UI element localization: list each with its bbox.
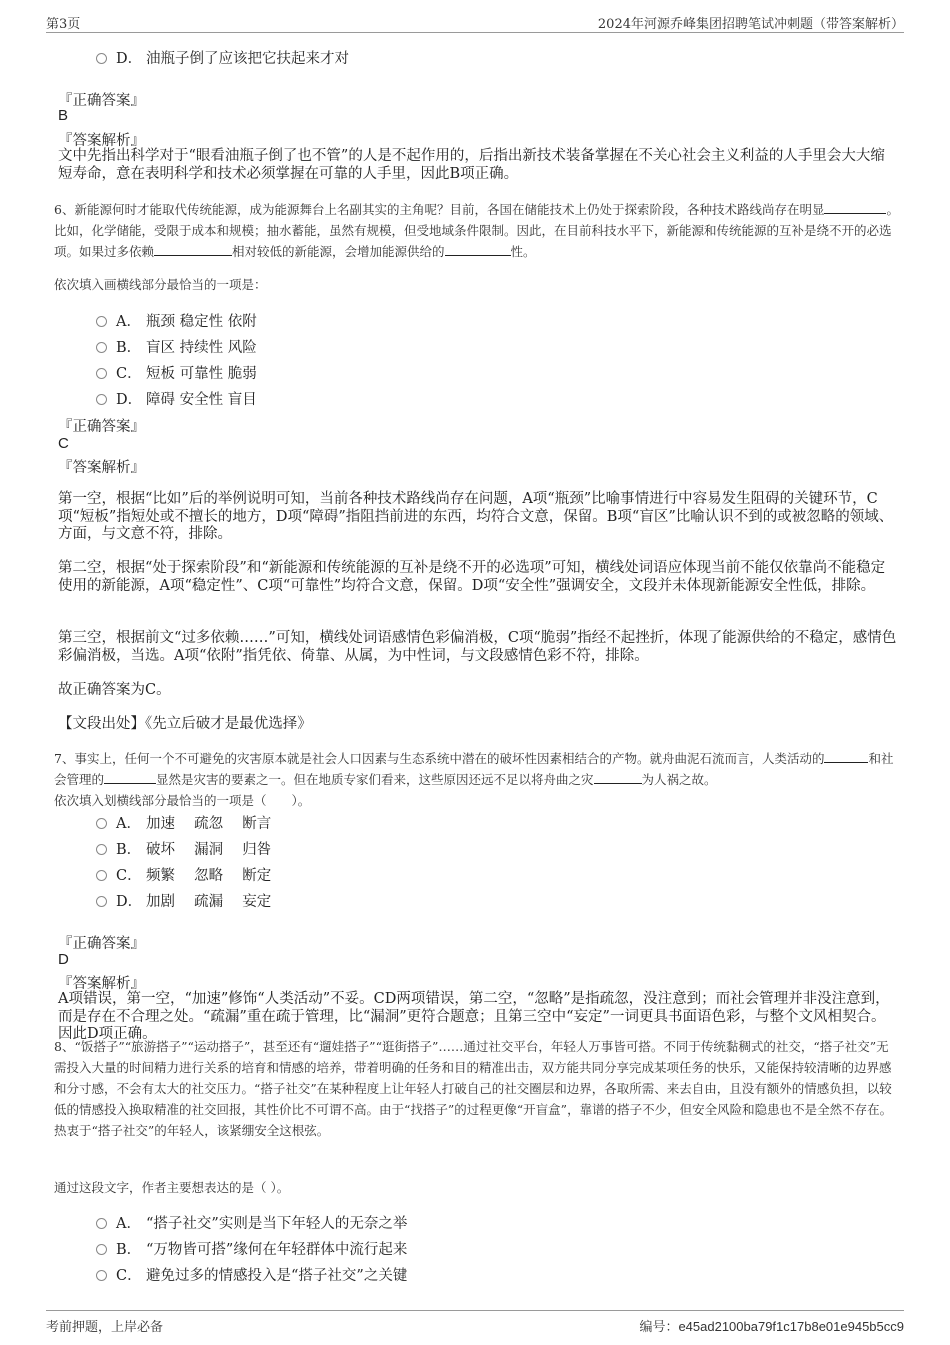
radio-icon[interactable] bbox=[96, 342, 107, 353]
q7-option-d[interactable]: D． 加剧 疏漏 妄定 bbox=[96, 890, 271, 911]
radio-icon[interactable] bbox=[96, 896, 107, 907]
footer-slogan: 考前押题，上岸必备 bbox=[46, 1320, 164, 1335]
q7-analysis: A项错误，第一空，“加速”修饰“人类活动”不妥。CD两项错误，第二空，“忽略”是指疏忽，没注意到；而社会管理并非没注意到，而是存在不合理之处。“疏漏”重在疏于管理，比“漏洞”更符合题意；且第三空中“妄定”一词更具书面语色彩，与整个文风相契合。因此D项正确。 bbox=[58, 991, 890, 1042]
radio-icon[interactable] bbox=[96, 368, 107, 379]
q7-stem: 7、事实上，任何一个不可避免的灾害原本就是社会人口因素与生态系统中潜在的破坏性因素相结合的产物。就舟曲泥石流而言，人类活动的 和社会管理的 显然是灾害的要素之一。但在地质专家们看来，这些原因还远不足以将舟曲之灾 为人祸之故。 bbox=[54, 751, 894, 787]
q8-option-b[interactable]: B． “万物皆可搭”缘何在年轻群体中流行起来 bbox=[96, 1238, 407, 1259]
page-header bbox=[46, 12, 904, 33]
q6-prompt: 依次填入画横线部分最恰当的一项是： bbox=[54, 277, 267, 292]
radio-icon[interactable] bbox=[96, 394, 107, 405]
radio-icon[interactable] bbox=[96, 870, 107, 881]
document-title: 2024年河源乔峰集团招聘笔试冲刺题（带答案解析） bbox=[597, 17, 904, 32]
q7-option-b[interactable]: B． 破坏 漏洞 归咎 bbox=[96, 838, 271, 859]
q6-stem: 6、新能源何时才能取代传统能源，成为能源舞台上名副其实的主角呢？目前，各国在储能技术上仍处于探索阶段，各种技术路线尚存在明显 。比如，化学储能，受限于成本和规模；抽水蓄能，虽然有规模，但受地域条件限制。因此，在目前科技水平下，新能源和传统能源的互补是绕不开的必选项。如果过多依赖 相对较低的新能源，会增加能源供给的 性。 bbox=[54, 202, 899, 259]
q7-answer: D bbox=[58, 951, 69, 968]
q7-prompt: 依次填入划横线部分最恰当的一项是（ ）。 bbox=[54, 793, 311, 808]
q5-answer-label: 『正确答案』 bbox=[58, 93, 145, 109]
q8-stem: 8、“饭搭子”“旅游搭子”“运动搭子”，甚至还有“遛娃搭子”“逛街搭子”……通过社交平台，年轻人万事皆可搭。不同于传统黏稠式的社交，“搭子社交”无需投入大量的时间精力进行关系的培育和情感的培养，带着明确的任务和目的精准出击，双方能共同分享完成某项任务的快乐，又能保持较清晰的边界感和分寸感，不会有太大的社交压力。“搭子社交”在某种程度上让年轻人打破自己的社交圈层和边界，各取所需、来去自由，且没有额外的情感负担，以较低的情感投入换取精准的社交回报，其性价比不可谓不高。由于“找搭子”的过程更像“开盲盒”，靠谱的搭子不少，但安全风险和隐患也不是全然不存在。热衷于“搭子社交”的年轻人，该紧绷安全这根弦。 bbox=[54, 1039, 893, 1138]
q6-conclusion: 故正确答案为C。 bbox=[58, 682, 171, 698]
q6-source: 【文段出处】《先立后破才是最优选择》 bbox=[58, 716, 312, 732]
q5-analysis: 文中先指出科学对于“眼看油瓶子倒了也不管”的人是不起作用的，后指出新技术装备掌握在不关心社会主义利益的人手里会大大缩短寿命，意在表明科学和技术必须掌握在可靠的人手里，因此B项正确。 bbox=[58, 148, 885, 182]
q6-analysis-2: 第二空，根据“处于探索阶段”和“新能源和传统能源的互补是绕不开的必选项”可知，横线处词语应体现当前不能仅依靠尚不能稳定使用的新能源，A项“稳定性”、C项“可靠性”均符合文意，保留。D项“安全性”强调安全，文段并未体现新能源安全性低，排除。 bbox=[58, 560, 886, 594]
q6-answer: C bbox=[58, 435, 69, 452]
q7-option-c[interactable]: C． 频繁 忽略 断定 bbox=[96, 864, 271, 885]
q6-option-a[interactable]: A． 瓶颈 稳定性 依附 bbox=[96, 310, 257, 331]
q6-analysis-1: 第一空，根据“比如”后的举例说明可知，当前各种技术路线尚存在问题，A项“瓶颈”比喻事情进行中容易发生阻碍的关键环节，C项“短板”指短处或不擅长的地方，D项“障碍”指阻挡前进的东西，均符合文意，保留。B项“盲区”比喻认识不到的或被忽略的领域、方面，与文意不符，排除。 bbox=[58, 491, 894, 542]
q7-analysis-label: 『答案解析』 bbox=[58, 976, 145, 992]
page-number: 第3页 bbox=[46, 17, 81, 32]
q6-analysis-3: 第三空，根据前文“过多依赖……”可知，横线处词语感情色彩偏消极，C项“脆弱”指经不起挫折，体现了能源供给的不稳定，感情色彩偏消极，当选。A项“依附”指凭依、倚靠、从属，为中性词，与文段感情色彩不符，排除。 bbox=[58, 630, 897, 664]
q8-option-a[interactable]: A． “搭子社交”实则是当下年轻人的无奈之举 bbox=[96, 1212, 407, 1233]
q5-analysis-label: 『答案解析』 bbox=[58, 133, 145, 149]
radio-icon[interactable] bbox=[96, 1270, 107, 1281]
q5-option-d[interactable]: D． 油瓶子倒了应该把它扶起来才对 bbox=[96, 47, 349, 68]
q6-analysis-label: 『答案解析』 bbox=[58, 460, 145, 476]
radio-icon[interactable] bbox=[96, 818, 107, 829]
q6-option-d[interactable]: D． 障碍 安全性 盲目 bbox=[96, 388, 257, 409]
q6-answer-label: 『正确答案』 bbox=[58, 419, 145, 435]
radio-icon[interactable] bbox=[96, 53, 107, 64]
radio-icon[interactable] bbox=[96, 1218, 107, 1229]
radio-icon[interactable] bbox=[96, 844, 107, 855]
q8-prompt: 通过这段文字，作者主要想表达的是（ ）。 bbox=[54, 1180, 290, 1195]
q7-option-a[interactable]: A． 加速 疏忽 断言 bbox=[96, 812, 271, 833]
radio-icon[interactable] bbox=[96, 316, 107, 327]
q7-answer-label: 『正确答案』 bbox=[58, 936, 145, 952]
q5-answer: B bbox=[58, 107, 69, 124]
page-footer bbox=[46, 1310, 904, 1333]
q6-option-c[interactable]: C． 短板 可靠性 脆弱 bbox=[96, 362, 257, 383]
radio-icon[interactable] bbox=[96, 1244, 107, 1255]
footer-serial: 编号：e45ad2100ba79f1c17b8e01e945b5cc9 bbox=[639, 1319, 904, 1334]
q6-option-b[interactable]: B． 盲区 持续性 风险 bbox=[96, 336, 257, 357]
q8-option-c[interactable]: C． 避免过多的情感投入是“搭子社交”之关键 bbox=[96, 1264, 407, 1285]
